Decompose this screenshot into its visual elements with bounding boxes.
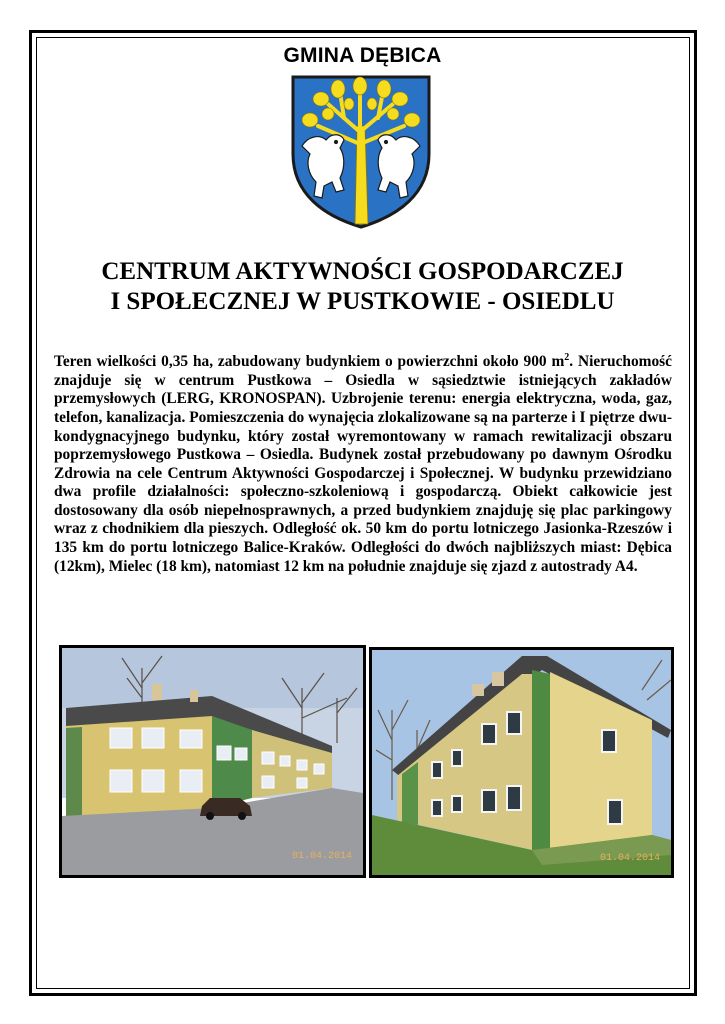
building-photo-front: [59, 645, 366, 878]
left-photo-date-stamp: 01.04.2014: [292, 851, 353, 862]
description-text-1: Teren wielkości 0,35 ha, zabudowany budynkiem o powierzchni około 900 m: [54, 353, 565, 371]
municipality-title: GMINA DĘBICA: [283, 44, 442, 67]
coat-of-arms-icon: [288, 74, 434, 230]
document-title: [0, 257, 725, 317]
right-photo-date-stamp: 01.04.2014: [600, 853, 661, 864]
description-text-2: . Nieruchomość znajduje się w centrum Pustkowa – Osiedla w sąsiedztwie istniejących zakładów przemysłowych (LERG, KRONOSPAN). Uzbrojenie terenu: energia elektryczna, woda, gaz, telefon, kanalizacja. Pomieszczenia do wynajęcia zlokalizowane są na parterze i I piętrze dwu-kondygnacyjnego budynku, który został wyremontowany w ramach rewitalizacji obszaru poprzemysłowego Pustkowa – Osiedla. Budynek został przebudowany po dawnym Ośrodku Zdrowia na cele Centrum Aktywności Gospodarczej i Społecznej. W budynku przewidziano dwa profile działalności: społeczno-szkoleniową i gospodarczą. Obiekt całkowicie jest dostosowany dla osób niepełnosprawnych, a przed budynkiem znajduję się plac parkingowy wraz z chodnikiem dla pieszych. Odległość ok. 50 km do portu lotniczego Jasionka-Rzeszów i 135 km do portu lotniczego Balice-Kraków. Odległości do dwóch najbliższych miast: Dębica (12km), Mielec (18 km), natomiast 12 km na południe znajduje się zjazd z autostrady A4.: [54, 353, 672, 575]
title-line-1: CENTRUM AKTYWNOŚCI GOSPODARCZEJ: [101, 258, 624, 285]
building-photo-side: [369, 647, 674, 878]
description-paragraph: [54, 349, 672, 576]
title-line-2: I SPOŁECZNEJ W PUSTKOWIE - OSIEDLU: [110, 288, 615, 315]
superscript-2: 2: [564, 352, 570, 363]
